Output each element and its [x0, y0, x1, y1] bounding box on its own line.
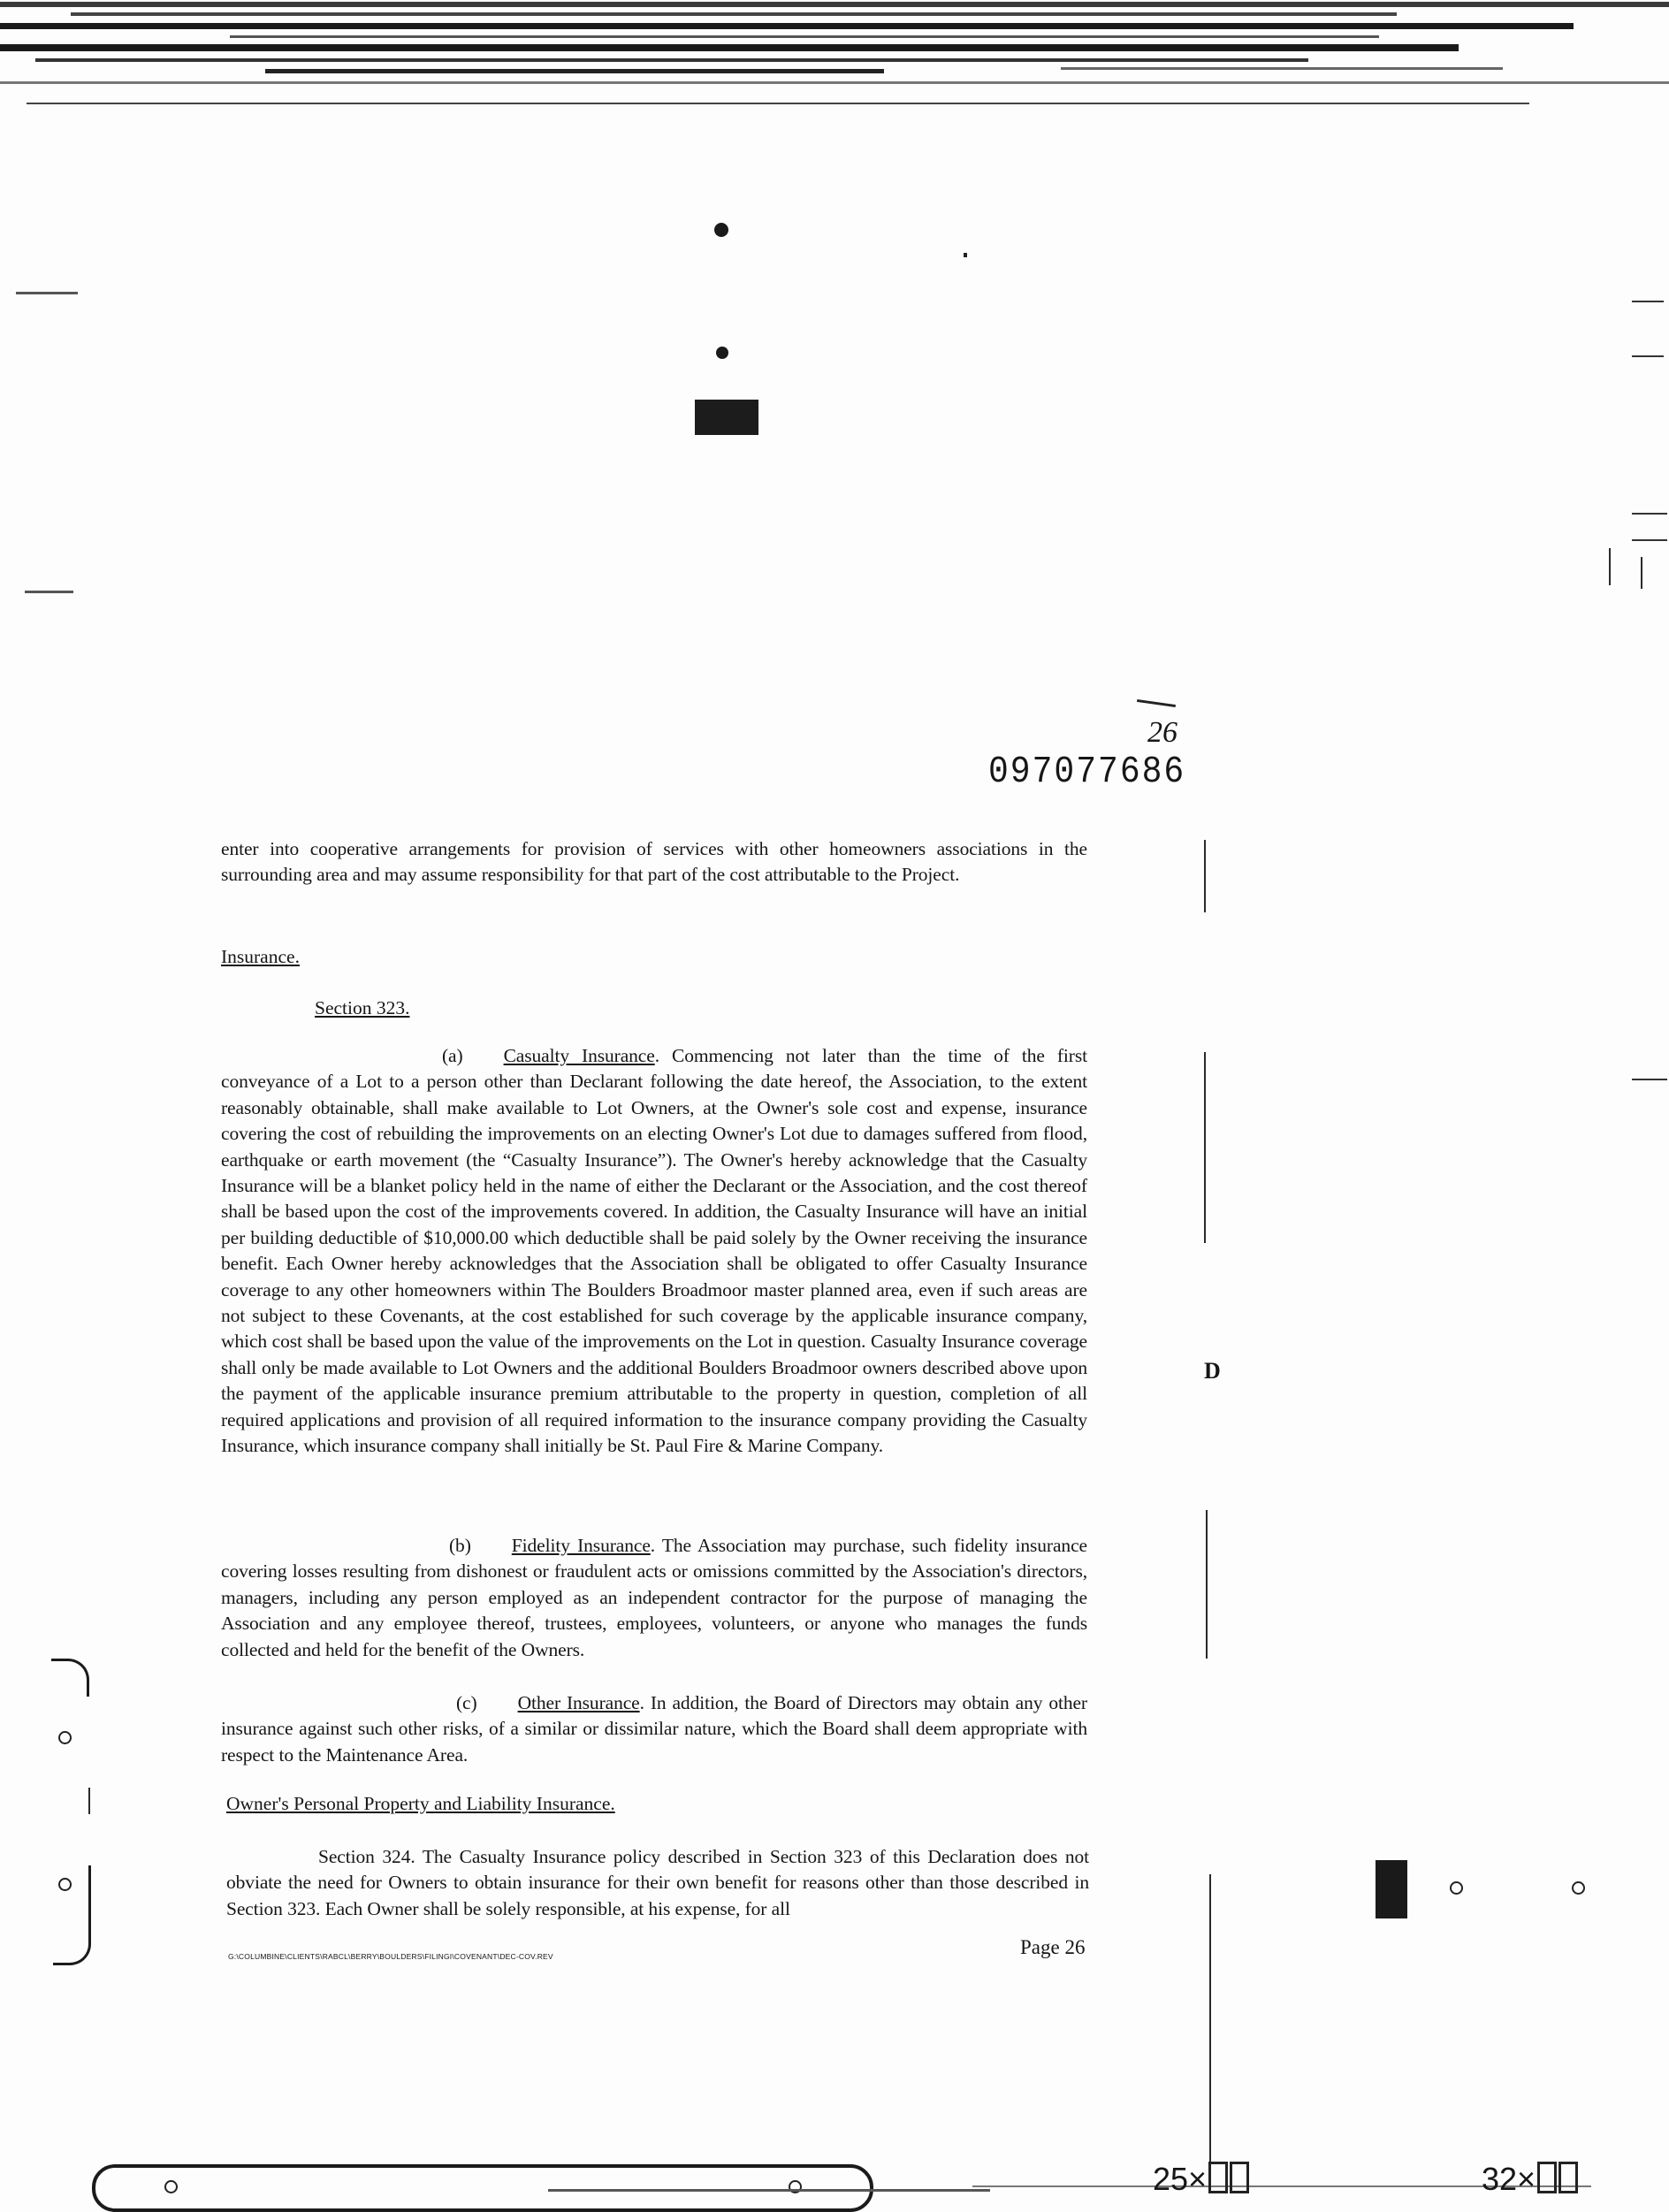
paragraph-casualty-insurance: [221, 1043, 1087, 1460]
punch-hole: [58, 1731, 72, 1744]
footer-file-path: G:\COLUMBINE\CLIENTS\RABCL\BERRY\BOULDERS\FILINGI\COVENANT\DEC-COV.REV: [228, 1952, 553, 1961]
para-a-title: Casualty Insurance: [503, 1045, 655, 1066]
continuation-paragraph: enter into cooperative arrangements for provision of services with other homeowners associations in the surrounding area and may assume responsibility for that part of the cost attributable to the Project.: [221, 838, 1087, 886]
paragraph-fidelity-insurance: [221, 1533, 1087, 1663]
margin-line: [1204, 840, 1206, 912]
stray-dot: [964, 253, 967, 257]
para-a-label: (a): [442, 1045, 463, 1066]
para-b-title: Fidelity Insurance: [511, 1535, 651, 1556]
para-b-label: (b): [449, 1535, 471, 1556]
scan-count-right-value: 32×: [1482, 2161, 1536, 2197]
para-a-text: . Commencing not later than the time of the first conveyance of a Lot to a person other than Declarant following the date hereof, the Association, to the extent reasonably obtainable, shall make available to Lot Owners, at the Owner's sole cost and expense, insurance covering the cost of rebuilding the improvements on an electing Owner's Lot due to damages suffered from flood, earthquake or earth movement (the “Casualty Insurance”). The Owner's hereby acknowledge that the Casualty Insurance will be a blanket policy held in the name of either the Declarant or the Association, and the cost thereof shall be based upon the cost of the improvements covered. In addition, the Casualty Insurance will have an initial per building deductible of $10,000.00 which deductible shall be paid solely by the Owner receiving the insurance benefit. Each Owner hereby acknowledges that the Association shall be obligated to offer Casualty Insurance coverage to any other homeowners within The Boulders Broadmoor master planned area, even if such areas are not subject to these Covenants, at the cost established for such coverage by the applicable insurance company, which cost shall be based upon the value of the improvements on the Lot in question. Casualty Insurance coverage shall only be made available to Lot Owners and the additional Boulders Broadmoor owners described above upon the payment of the applicable insurance premium attributable to the property in question, completion of all required applications and provision of all required information to the insurance company providing the Casualty Insurance, which insurance company shall initially be St. Paul Fire & Marine Company.: [221, 1045, 1087, 1457]
scan-count-right: [1482, 2161, 1578, 2198]
para-b-text: . The Association may purchase, such fidelity insurance covering losses resulting from dishonest or fraudulent acts or omissions committed by the Association's directors, managers, including any person employed as an independent contractor for the purpose of managing the Association and any employee thereof, trustees, employees, volunteers, or anyone who manages the funds collected and held for the benefit of the Owners.: [221, 1535, 1087, 1660]
scan-block: [1376, 1860, 1407, 1918]
scan-corner-mark: [1137, 699, 1176, 707]
section-324-text: Section 324. The Casualty Insurance policy described in Section 323 of this Declaration does not obviate the need for Owners to obtain insurance for their own benefit for reasons other than those described in Section 323. Each Owner shall be solely responsible, at his expense, for all: [226, 1846, 1089, 1919]
paragraph-other-insurance: [221, 1690, 1087, 1768]
stray-block: [695, 400, 758, 435]
para-c-label: (c): [456, 1692, 477, 1713]
stray-dot: [714, 223, 728, 237]
punch-hole: [1450, 1881, 1463, 1895]
section-323-heading: Section 323.: [315, 997, 410, 1018]
para-c-text: . In addition, the Board of Directors may obtain any other insurance against such other risks, of a similar or dissimilar nature, which the Board shall deem appropriate with respect to the Maintenance Area.: [221, 1692, 1087, 1766]
binder-line: [88, 1788, 90, 1814]
binder-bracket: [51, 1659, 89, 1697]
heading-insurance: Insurance.: [221, 946, 300, 967]
scan-count-left-value: 25×: [1153, 2161, 1208, 2197]
margin-line: [1204, 1052, 1206, 1243]
scan-count-left: [1153, 2161, 1249, 2198]
binder-bracket: [53, 1865, 91, 1965]
stray-mark: [25, 591, 73, 593]
punch-hole: [164, 2180, 178, 2193]
punch-hole: [1572, 1881, 1585, 1895]
paragraph-section-324: [226, 1844, 1089, 1922]
margin-letter: D: [1204, 1358, 1221, 1384]
para-c-title: Other Insurance: [517, 1692, 640, 1713]
binder-bar: [92, 2164, 873, 2212]
stray-mark: [16, 292, 78, 294]
stray-dot: [716, 347, 728, 359]
heading-owner-insurance: Owner's Personal Property and Liability Insurance.: [226, 1793, 615, 1814]
margin-line: [1209, 1874, 1211, 2184]
recording-number: 097077686: [988, 751, 1186, 794]
margin-line: [1206, 1510, 1208, 1659]
page-number: Page 26: [1020, 1936, 1086, 1958]
handwritten-page-mark: 26: [1147, 716, 1177, 749]
